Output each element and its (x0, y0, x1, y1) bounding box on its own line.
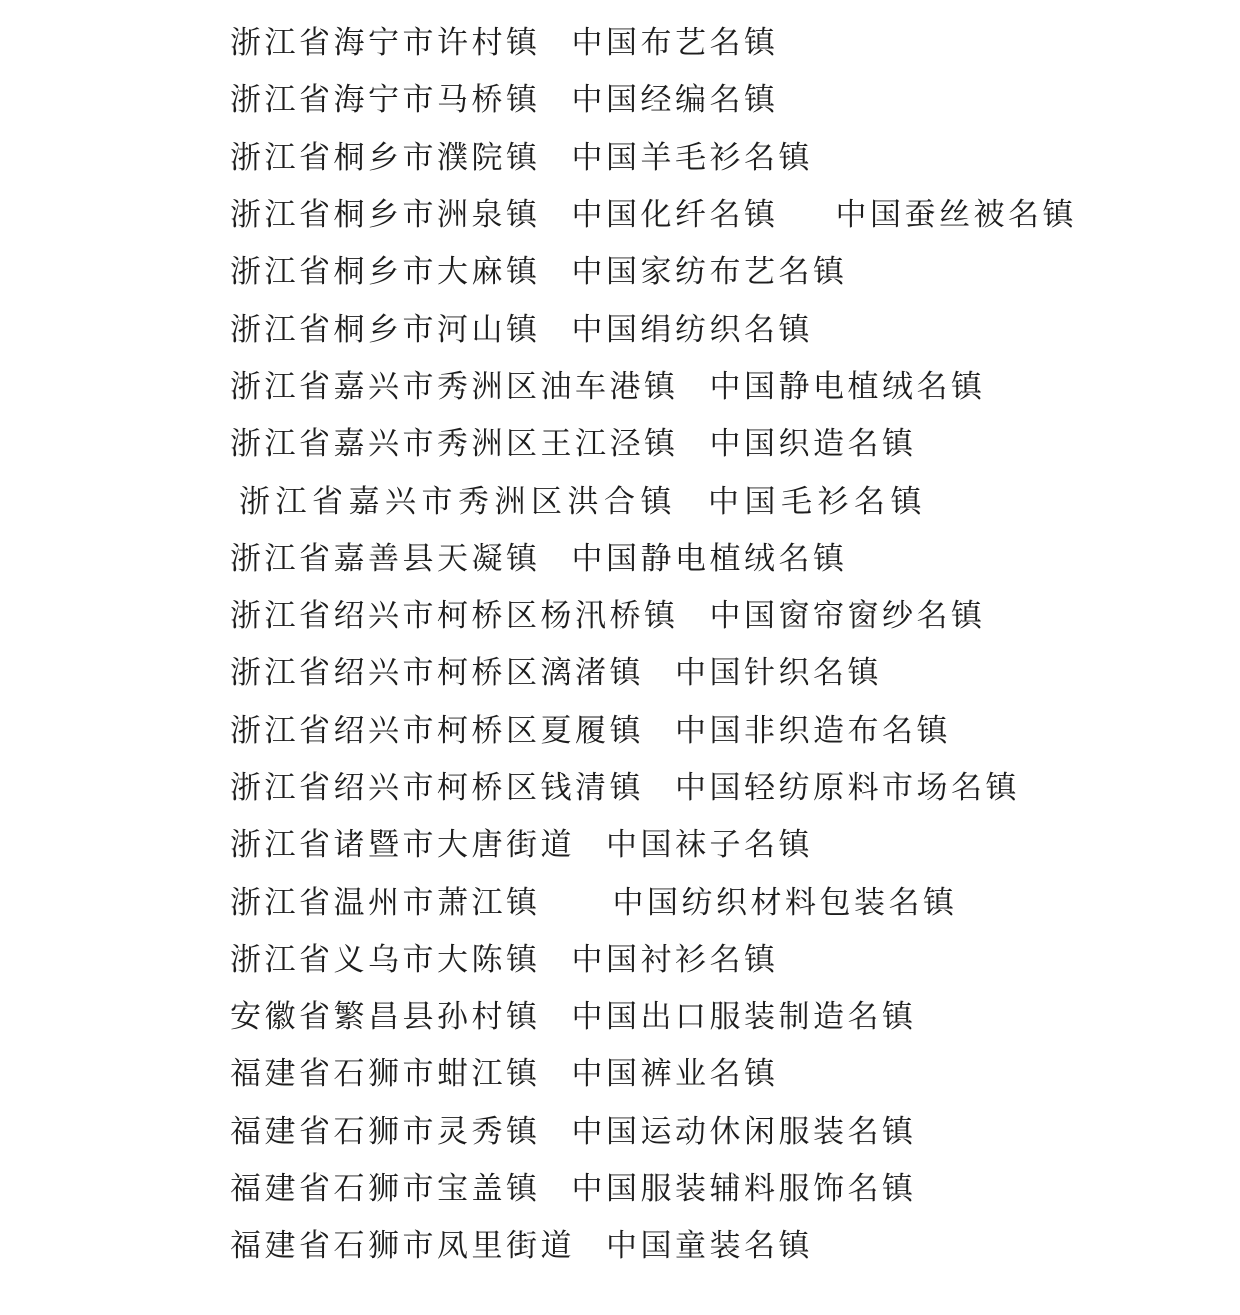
town-name: 浙江省嘉善县天凝镇 (230, 540, 541, 577)
list-item (230, 1042, 1240, 1099)
designation-title: 中国衬衫名镇 (571, 941, 779, 978)
list-item (230, 240, 1240, 297)
designation-title: 中国静电植绒名镇 (571, 540, 848, 577)
list-item (230, 297, 1240, 354)
designation-title: 中国服装辅料服饰名镇 (571, 1171, 917, 1208)
town-name: 浙江省绍兴市柯桥区夏履镇 (230, 712, 644, 749)
list-item (230, 126, 1240, 183)
list-item (230, 1157, 1240, 1214)
designation-title: 中国布艺名镇 (571, 25, 779, 62)
list-item (230, 412, 1240, 469)
designation-title: 中国家纺布艺名镇 (571, 254, 848, 291)
designation-title: 中国袜子名镇 (606, 827, 813, 864)
designation-title: 中国纺织材料包装名镇 (612, 884, 958, 921)
town-name: 安徽省繁昌县孙村镇 (230, 999, 541, 1036)
town-name: 浙江省绍兴市柯桥区钱清镇 (230, 770, 644, 806)
list-item (230, 68, 1240, 125)
designation-title: 中国羊毛衫名镇 (571, 139, 813, 176)
designation-title: 中国非织造布名镇 (675, 712, 951, 749)
town-name: 福建省石狮市蚶江镇 (230, 1056, 541, 1093)
designation-title: 中国蚕丝被名镇 (835, 197, 1077, 234)
designation-title: 中国化纤名镇 (571, 197, 779, 234)
list-item (230, 11, 1240, 68)
designation-title: 中国运动休闲服装名镇 (571, 1113, 917, 1150)
designation-title: 中国针织名镇 (675, 655, 882, 692)
town-name: 福建省石狮市宝盖镇 (230, 1171, 541, 1208)
list-item (230, 469, 1240, 526)
list-item (230, 183, 1240, 240)
list-item (230, 1214, 1240, 1271)
town-name: 浙江省义乌市大陈镇 (230, 941, 541, 978)
town-name: 浙江省嘉兴市秀洲区洪合镇 (239, 483, 677, 520)
list-item (230, 756, 1240, 813)
designation-title: 中国织造名镇 (709, 426, 917, 463)
town-name: 浙江省绍兴市柯桥区漓渚镇 (230, 655, 644, 692)
list-item (230, 928, 1240, 985)
list-item (230, 699, 1240, 756)
town-name: 浙江省诸暨市大唐街道 (230, 827, 575, 864)
town-name: 浙江省桐乡市洲泉镇 (230, 197, 541, 234)
list-item (230, 355, 1240, 412)
town-name: 浙江省桐乡市河山镇 (230, 311, 541, 348)
list-item (230, 584, 1240, 641)
town-name: 浙江省嘉兴市秀洲区王江泾镇 (230, 426, 679, 463)
town-name: 浙江省温州市萧江镇 (230, 884, 541, 921)
designation-title: 中国出口服装制造名镇 (571, 999, 917, 1036)
designation-title: 中国毛衫名镇 (708, 483, 927, 520)
designation-title: 中国窗帘窗纱名镇 (709, 598, 986, 635)
town-name: 浙江省嘉兴市秀洲区油车港镇 (230, 368, 679, 405)
town-name: 浙江省海宁市马桥镇 (230, 82, 541, 119)
designation-title: 中国童装名镇 (606, 1228, 813, 1265)
list-item (230, 870, 1240, 927)
town-name: 浙江省桐乡市濮院镇 (230, 139, 541, 176)
town-name: 浙江省桐乡市大麻镇 (230, 254, 541, 291)
list-item (230, 641, 1240, 698)
list-item (230, 985, 1240, 1042)
town-name: 浙江省绍兴市柯桥区杨汛桥镇 (230, 598, 679, 635)
list-item (230, 1100, 1240, 1157)
town-name: 浙江省海宁市许村镇 (230, 25, 541, 62)
town-name: 福建省石狮市凤里街道 (230, 1228, 575, 1265)
designation-title: 中国裤业名镇 (571, 1056, 779, 1093)
town-name: 福建省石狮市灵秀镇 (230, 1113, 541, 1150)
list-item (230, 527, 1240, 584)
designation-title: 中国静电植绒名镇 (709, 368, 986, 405)
designation-title: 中国绢纺织名镇 (571, 311, 813, 348)
list-item (230, 813, 1240, 870)
designation-title: 中国轻纺原料市场名镇 (675, 770, 1020, 806)
designation-title: 中国经编名镇 (571, 82, 779, 119)
